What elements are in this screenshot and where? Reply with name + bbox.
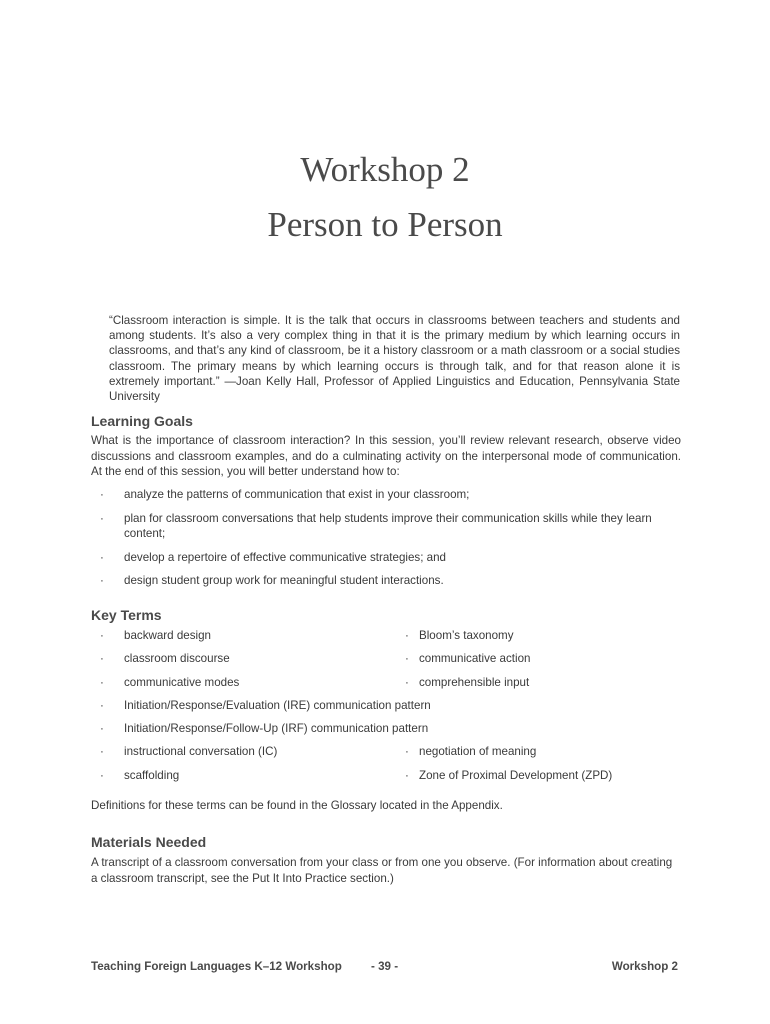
learning-goals-intro: What is the importance of classroom interaction? In this session, you’ll review relevant research, observe video discussions and classroom examples, and do a culminating activity on the interpersonal mode of communication. At the end of this session, you will better understand how to: [91,434,681,478]
key-term: · negotiation of meaning [405,744,536,759]
key-term: · instructional conversation (IC) [100,744,277,759]
workshop-name-title: Person to Person [267,205,503,244]
key-term: · comprehensible input [405,675,529,690]
materials-needed-heading: Materials Needed [91,834,207,850]
key-term: · Initiation/Response/Follow-Up (IRF) communication pattern [100,721,428,736]
key-terms-row [100,651,680,674]
learning-goal-item: · analyze the patterns of communication that exist in your classroom; [100,487,680,503]
learning-goal-item: · design student group work for meaningful student interactions. [100,573,680,589]
learning-goal-item: · plan for classroom conversations that help students improve their communication skills while they learn content; [100,511,680,542]
opening-quote: “Classroom interaction is simple. It is the talk that occurs in classrooms between teachers and students and among students. It’s also a very complex thing in that it is the primary medium by which learning occurs in classrooms, and that’s any kind of classroom, be it a history classroom or a math classroom or a social studies classroom. The primary means by which learning occurs is through talk, and for that reason alone it is extremely important.” —Joan Kelly Hall, Professor of Applied Linguistics and Education, Pennsylvania State University [109,314,680,404]
learning-goals-list [100,487,680,597]
learning-goal-item: · develop a repertoire of effective communicative strategies; and [100,550,680,566]
key-term: · Initiation/Response/Evaluation (IRE) communication pattern [100,698,431,713]
key-terms-list [100,628,680,791]
workshop-number-title: Workshop 2 [300,150,470,189]
key-term: · classroom discourse [100,651,230,666]
key-term: · Bloom’s taxonomy [405,628,514,643]
key-term: · communicative action [405,651,530,666]
learning-goals-heading: Learning Goals [91,413,193,429]
key-terms-row [100,675,680,698]
key-terms-row [100,628,680,651]
key-term: · Zone of Proximal Development (ZPD) [405,768,612,783]
key-term: · communicative modes [100,675,239,690]
footer-publication-title: Teaching Foreign Languages K–12 Workshop [91,960,342,973]
key-terms-row [100,768,680,791]
materials-needed-text: A transcript of a classroom conversation from your class or from one you observe. (For information about creating a classroom transcript, see the Put It Into Practice section.) [91,856,673,885]
definitions-note: Definitions for these terms can be found in the Glossary located in the Appendix. [91,799,503,812]
key-terms-row [100,721,680,744]
key-terms-row [100,744,680,767]
footer-page-number: - 39 - [371,960,399,973]
key-term: · backward design [100,628,211,643]
key-term: · scaffolding [100,768,179,783]
key-terms-heading: Key Terms [91,607,162,623]
footer-section-name: Workshop 2 [611,960,678,973]
key-terms-row [100,698,680,721]
